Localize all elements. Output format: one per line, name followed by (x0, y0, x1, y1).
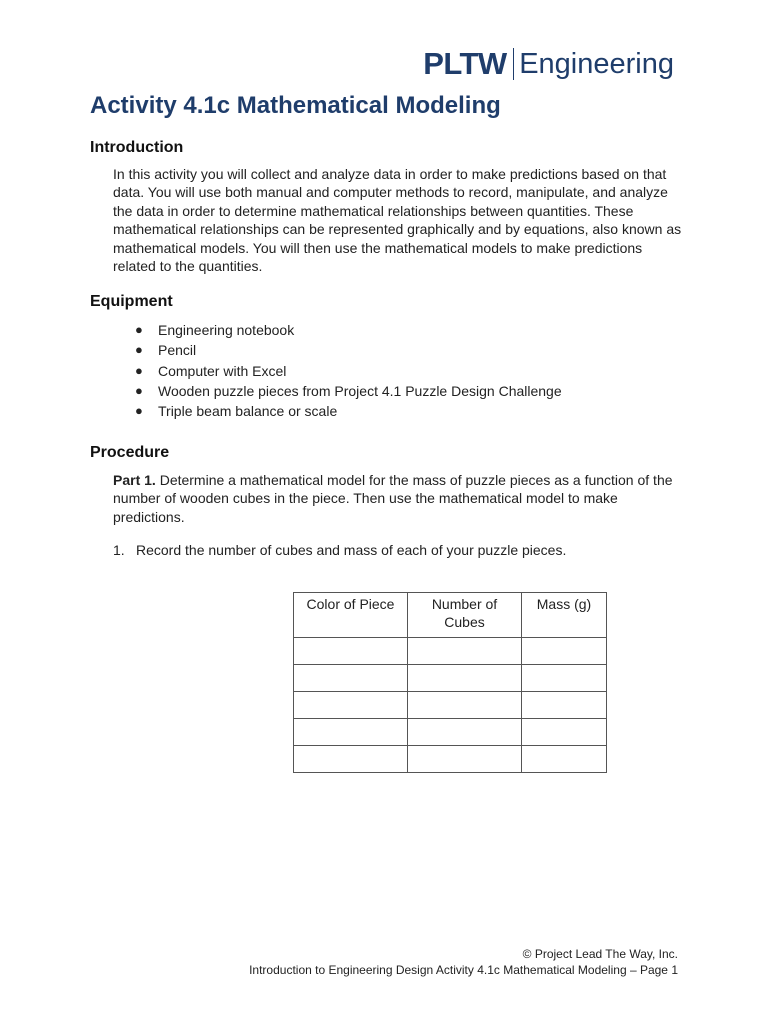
step-number: 1. (113, 542, 125, 558)
list-item: ● Wooden puzzle pieces from Project 4.1 Puzzle Design Challenge (135, 381, 562, 401)
table-row (294, 665, 607, 692)
data-table (293, 592, 607, 773)
table-cell[interactable] (408, 692, 522, 719)
list-item: ● Pencil (135, 340, 562, 360)
table-cell[interactable] (408, 719, 522, 746)
page-title: Activity 4.1c Mathematical Modeling (90, 92, 501, 119)
equipment-heading: Equipment (90, 293, 173, 310)
equipment-list (135, 320, 562, 421)
bullet-icon: ● (135, 322, 143, 337)
page-footer (249, 947, 678, 978)
header-mass: Mass (g) (522, 593, 607, 638)
logo-brand: PLTW (423, 46, 507, 81)
pltw-engineering-logo (423, 46, 674, 82)
logo-divider (513, 48, 515, 80)
part-1-label: Part 1. (113, 472, 156, 488)
table-cell[interactable] (408, 665, 522, 692)
list-item: ● Engineering notebook (135, 320, 562, 340)
list-item: ● Triple beam balance or scale (135, 401, 562, 421)
footer-copyright: © Project Lead The Way, Inc. (522, 947, 678, 961)
header-number-of-cubes: Number of Cubes (408, 593, 522, 638)
table-header-row (294, 593, 607, 638)
table-row (294, 638, 607, 665)
table-cell[interactable] (408, 746, 522, 773)
logo-product: Engineering (519, 47, 674, 80)
table-cell[interactable] (522, 719, 607, 746)
table-cell[interactable] (294, 692, 408, 719)
step-text: Record the number of cubes and mass of each of your puzzle pieces. (136, 542, 567, 558)
bullet-icon: ● (135, 403, 143, 419)
table-cell[interactable] (522, 665, 607, 692)
part-1-description: Determine a mathematical model for the mass of puzzle pieces as a function of the number of wooden cubes in the piece. Then use the mathematical model to make predictions. (113, 472, 673, 525)
table-cell[interactable] (294, 746, 408, 773)
bullet-icon: ● (135, 362, 143, 378)
part-1-text (113, 471, 683, 526)
table-row (294, 719, 607, 746)
table-row (294, 746, 607, 773)
table-cell[interactable] (408, 638, 522, 665)
footer-page-info: Introduction to Engineering Design Activity 4.1c Mathematical Modeling – Page 1 (249, 962, 678, 977)
table-cell[interactable] (522, 692, 607, 719)
header-color-of-piece: Color of Piece (294, 593, 408, 638)
introduction-heading: Introduction (90, 139, 184, 156)
table-cell[interactable] (522, 746, 607, 773)
table-cell[interactable] (522, 638, 607, 665)
list-item: ● Computer with Excel (135, 361, 562, 381)
introduction-text: In this activity you will collect and analyze data in order to make predictions based on that data. You will use both manual and computer methods to record, manipulate, and analyze the data in order to determine mathematical relationships between quantities. These mathematical relationships can be represented graphically and by equations, also known as mathematical models. You will then use the mathematical models to make predictions related to the quantities. (113, 166, 682, 275)
table-cell[interactable] (294, 719, 408, 746)
bullet-icon: ● (135, 382, 143, 398)
bullet-icon: ● (135, 342, 143, 358)
procedure-heading: Procedure (90, 444, 170, 461)
table-row (294, 692, 607, 719)
table-cell[interactable] (294, 638, 408, 665)
step-1 (113, 542, 566, 558)
table-cell[interactable] (294, 665, 408, 692)
